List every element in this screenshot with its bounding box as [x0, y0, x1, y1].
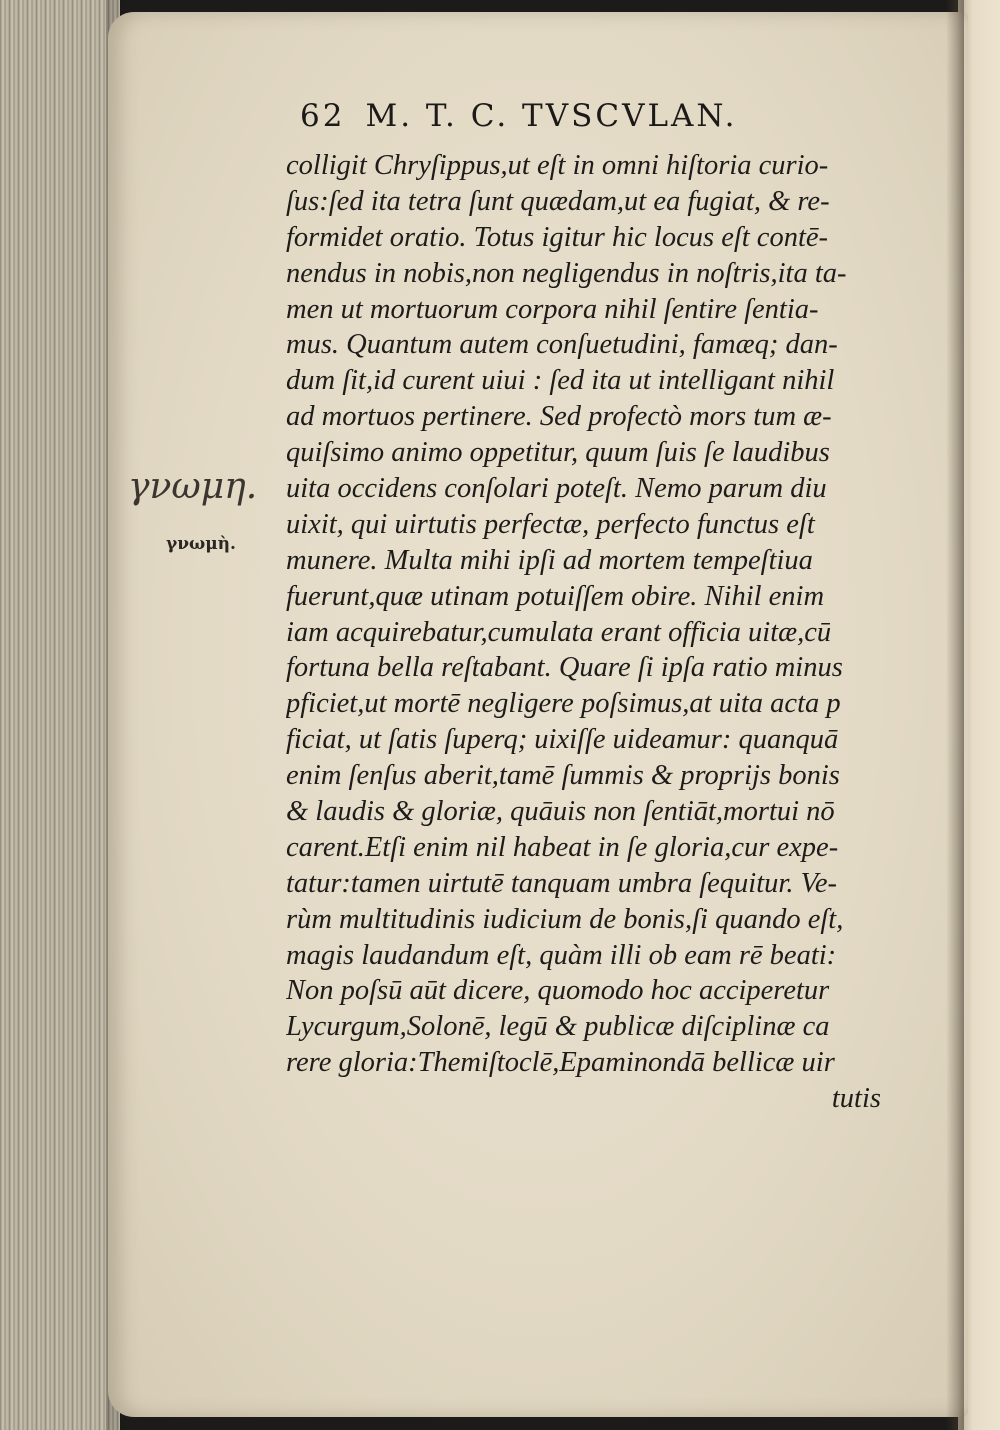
text-line: nendus in nobis,non negligendus in noſtris,ita ta- [286, 257, 847, 289]
text-line: ad mortuos pertinere. Sed profectò mors tum æ- [286, 401, 832, 433]
text-line: Non poſsū aūt dicere, quomodo hoc acciperetur [286, 975, 830, 1007]
text-line: mus. Quantum autem conſuetudini, famæq; dan- [286, 329, 838, 361]
text-line: rùm multitudinis iudicium de bonis,ſi quando eſt, [286, 903, 844, 935]
text-line: carent.Etſi enim nil habeat in ſe gloria,cur expe- [286, 831, 839, 863]
page-edges [0, 0, 120, 1430]
text-line: Lycurgum,Solonē, legū & publicæ diſciplinæ ca [286, 1011, 830, 1043]
text-line: rere gloria:Themiſtoclē,Epaminondā bellicæ uir [286, 1047, 835, 1079]
text-line: fuerunt,quæ utinam potuiſſem obire. Nihil enim [286, 580, 825, 612]
text-line: iam acquirebatur,cumulata erant officia uitæ,cū [286, 616, 832, 648]
text-line: men ut mortuorum corpora nihil ſentire ſentia- [286, 293, 819, 325]
text-line: tutis [831, 1083, 881, 1115]
page-number: 62 [300, 98, 346, 134]
text-line: enim ſenſus aberit,tamē ſummis & proprijs bonis [286, 760, 840, 792]
body-text [286, 148, 911, 1117]
text-line: ficiat, ut ſatis ſuperq; uixiſſe uideamur: quanquā [286, 724, 839, 756]
text-line: magis laudandum eſt, quàm illi ob eam rē beati: [286, 939, 837, 971]
text-line: & laudis & gloriæ, quāuis non ſentiāt,mortui nō [286, 796, 835, 828]
handwritten-margin-note: γνωμη. [128, 466, 258, 507]
text-line: colligit Chryſippus,ut eſt in omni hiſtoria curio- [286, 150, 829, 181]
printed-margin-note: γνωμὴ. [166, 534, 236, 554]
text-line: quiſsimo animo oppetitur, quum ſuis ſe laudibus [286, 437, 830, 469]
text-line: dum ſit,id curent uiui : ſed ita ut intelligant nihil [286, 365, 835, 397]
text-line: formidet oratio. Totus igitur hic locus eſt contē- [286, 221, 829, 253]
text-line: uita occidens conſolari poteſt. Nemo parum diu [286, 473, 827, 505]
text-line: pficiet,ut mortē negligere poſsimus,at uita acta p [286, 688, 841, 720]
text-line: munere. Multa mihi ipſi ad mortem tempeſtiua [286, 544, 813, 576]
text-line: tatur:tamen uirtutē tanquam umbra ſequitur. Ve- [286, 867, 837, 899]
gutter-shadow [946, 0, 964, 1430]
text-line: ſus:ſed ita tetra ſunt quædam,ut ea fugiat, & re- [286, 185, 830, 217]
text-line: fortuna bella reſtabant. Quare ſi ipſa ratio minus [286, 652, 843, 684]
running-header [300, 98, 757, 134]
running-title: M. T. C. TVSCVLAN. [365, 98, 738, 134]
text-line: uixit, qui uirtutis perfectæ, perfecto functus eſt [286, 508, 815, 540]
